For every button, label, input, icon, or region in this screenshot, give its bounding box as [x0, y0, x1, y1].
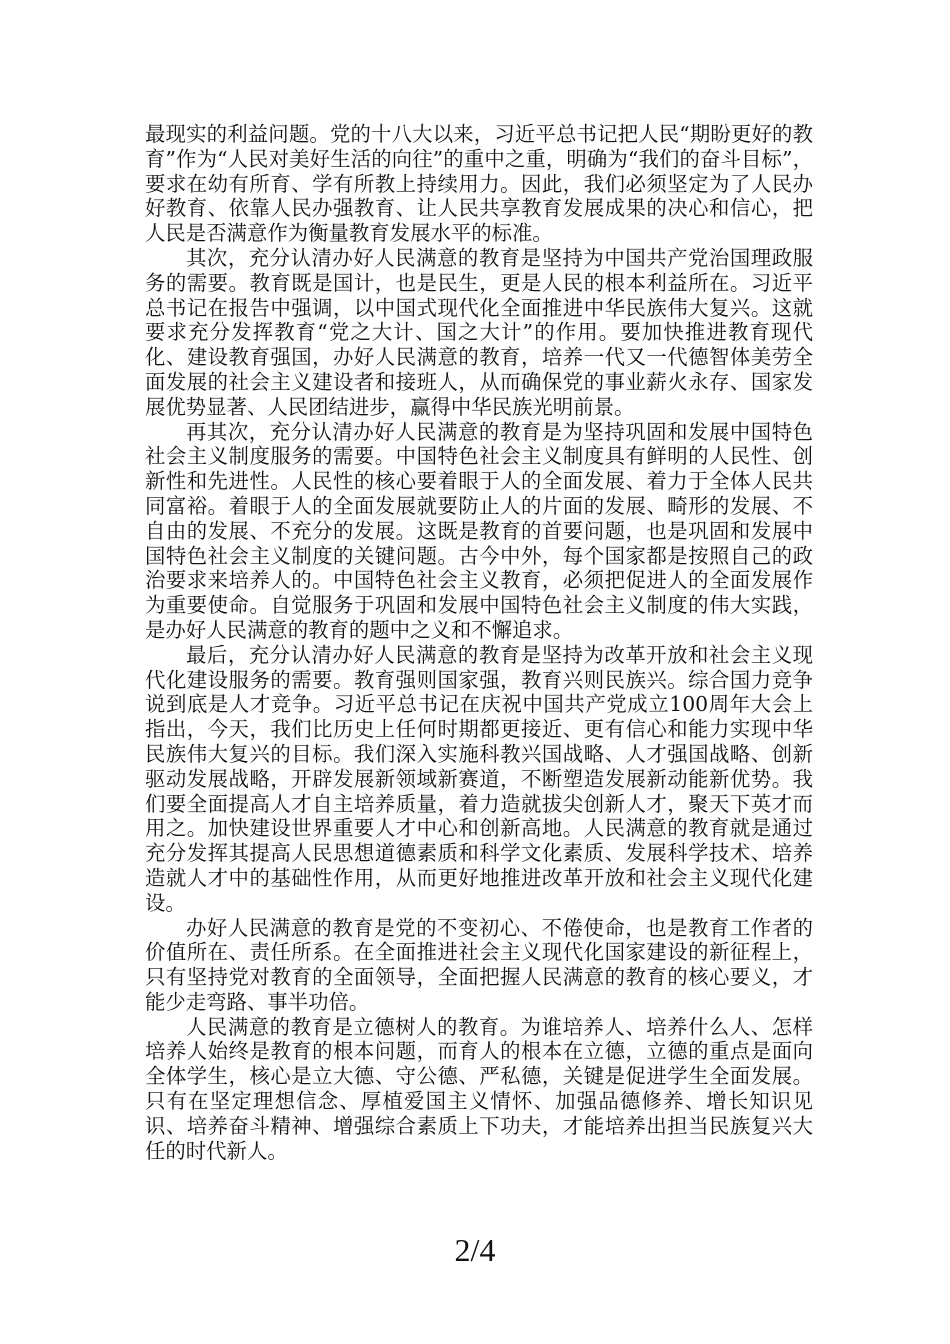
- paragraph-mission: 办好人民满意的教育是党的不变初心、不倦使命，也是教育工作者的价值所在、责任所系。在全面推进社会主义现代化国家建设的新征程上，只有坚持党对教育的全面领导，全面把握人民满意的教育的核心要义，才能少走弯路、事半功倍。: [145, 915, 813, 1014]
- paragraph-continuation: 最现实的利益问题。党的十八大以来，习近平总书记把人民“期盼更好的教育”作为“人民对美好生活的向往”的重中之重，明确为“我们的奋斗目标”，要求在幼有所育、学有所教上持续用力。因此，我们必须坚定为了人民办好教育、依靠人民办强教育、让人民共享教育发展成果的决心和信心，把人民是否满意作为衡量教育发展水平的标准。: [145, 122, 813, 246]
- paragraph-thirdly: 再其次，充分认清办好人民满意的教育是为坚持巩固和发展中国特色社会主义制度服务的需要。中国特色社会主义制度具有鲜明的人民性、创新性和先进性。人民性的核心要着眼于人的全面发展、着力于全体人民共同富裕。着眼于人的全面发展就要防止人的片面的发展、畸形的发展、不自由的发展、不充分的发展。这既是教育的首要问题，也是巩固和发展中国特色社会主义制度的关键问题。古今中外，每个国家都是按照自己的政治要求来培养人的。中国特色社会主义教育，必须把促进人的全面发展作为重要使命。自觉服务于巩固和发展中国特色社会主义制度的伟大实践，是办好人民满意的教育的题中之义和不懈追求。: [145, 419, 813, 642]
- page-number: 2/4: [454, 1232, 496, 1268]
- paragraph-moral-education: 人民满意的教育是立德树人的教育。为谁培养人、培养什么人、怎样培养人始终是教育的根本问题，而育人的根本在立德，立德的重点是面向全体学生，核心是立大德、守公德、严私德，关键是促进学生全面发展。只有在坚定理想信念、厚植爱国主义情怀、加强品德修养、增长知识见识、培养奋斗精神、增强综合素质上下功夫，才能培养出担当民族复兴大任的时代新人。: [145, 1014, 813, 1163]
- paragraph-finally: 最后，充分认清办好人民满意的教育是坚持为改革开放和社会主义现代化建设服务的需要。教育强则国家强，教育兴则民族兴。综合国力竞争说到底是人才竞争。习近平总书记在庆祝中国共产党成立100周年大会上指出，今天，我们比历史上任何时期都更接近、更有信心和能力实现中华民族伟大复兴的目标。我们深入实施科教兴国战略、人才强国战略、创新驱动发展战略，开辟发展新领域新赛道，不断塑造发展新动能新优势。我们要全面提高人才自主培养质量，着力造就拔尖创新人才，聚天下英才而用之。加快建设世界重要人才中心和创新高地。人民满意的教育就是通过充分发挥其提高人民思想道德素质和科学文化素质、发展科学技术、培养造就人才中的基础性作用，从而更好地推进改革开放和社会主义现代化建设。: [145, 642, 813, 915]
- paragraph-secondly: 其次，充分认清办好人民满意的教育是坚持为中国共产党治国理政服务的需要。教育既是国计，也是民生，更是人民的根本利益所在。习近平总书记在报告中强调，以中国式现代化全面推进中华民族伟大复兴。这就要求充分发挥教育“党之大计、国之大计”的作用。要加快推进教育现代化、建设教育强国，办好人民满意的教育，培养一代又一代德智体美劳全面发展的社会主义建设者和接班人，从而确保党的事业薪火永存、国家发展优势显著、人民团结进步，赢得中华民族光明前景。: [145, 245, 813, 419]
- document-page: [145, 122, 813, 1163]
